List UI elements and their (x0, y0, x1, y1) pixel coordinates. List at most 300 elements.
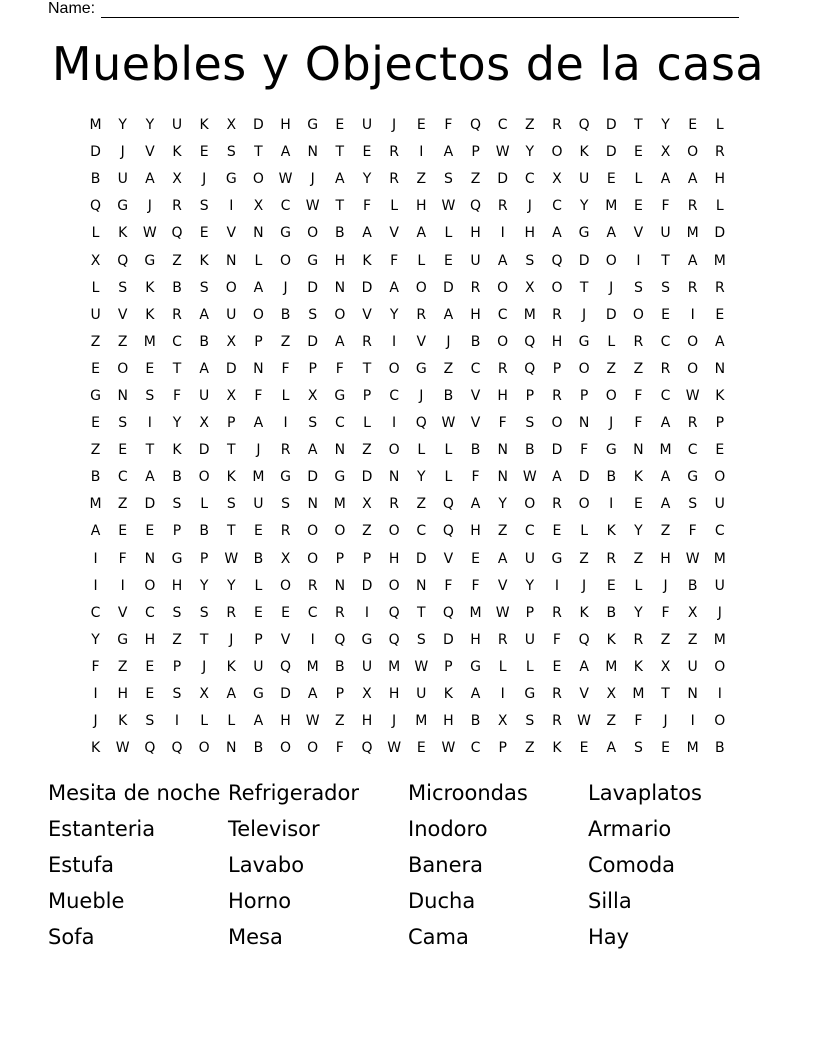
grid-letter: P (362, 550, 372, 567)
grid-letter: V (497, 577, 508, 594)
grid-letter: E (118, 523, 128, 540)
grid-letter: H (551, 333, 563, 350)
grid-letter: O (578, 360, 590, 377)
grid-letter: E (416, 740, 426, 757)
grid-letter: D (605, 144, 617, 161)
grid-letter: S (226, 496, 236, 513)
name-blank-line[interactable] (101, 2, 739, 18)
grid-letter: R (687, 415, 698, 432)
grid-letter: C (660, 387, 671, 404)
grid-letter: W (441, 415, 456, 432)
grid-letter: R (470, 279, 481, 296)
grid-letter: W (387, 740, 402, 757)
grid-letter: S (308, 306, 318, 323)
grid-letter: R (552, 686, 562, 703)
grid-letter: H (660, 550, 671, 567)
grid-letter: W (441, 740, 456, 757)
grid-letter: C (714, 523, 725, 540)
grid-letter: O (280, 577, 292, 594)
grid-letter: Q (524, 333, 536, 350)
grid-letter: K (226, 469, 236, 486)
grid-letter: L (715, 117, 724, 134)
grid-letter: A (687, 252, 698, 269)
grid-letter: J (717, 604, 722, 621)
grid-letter: A (715, 333, 725, 350)
grid-letter: V (470, 415, 481, 432)
grid-letter: F (335, 740, 344, 757)
grid-letter: T (145, 442, 155, 459)
grid-letter: K (118, 225, 128, 242)
grid-letter: N (253, 360, 264, 377)
grid-letter: D (443, 279, 454, 296)
grid-letter: S (308, 415, 318, 432)
grid-letter: M (523, 306, 536, 323)
grid-letter: O (198, 469, 210, 486)
grid-letter: R (226, 604, 237, 621)
grid-letter: F (281, 360, 290, 377)
grid-letter: W (577, 713, 592, 730)
grid-letter: D (578, 469, 590, 486)
grid-letter: H (334, 252, 346, 269)
grid-row (82, 437, 734, 464)
grid-letter: J (582, 306, 587, 323)
grid-letter: F (444, 577, 453, 594)
grid-letter: J (392, 713, 397, 730)
grid-letter: E (552, 658, 562, 675)
grid-letter: B (172, 469, 182, 486)
grid-letter: P (362, 387, 372, 404)
grid-letter: G (578, 225, 590, 242)
grid-letter: G (307, 252, 319, 269)
grid-letter: X (199, 415, 209, 432)
grid-letter: D (605, 306, 617, 323)
word-bank-item: Microondas (408, 781, 528, 806)
grid-letter: Z (579, 550, 589, 567)
grid-letter: Q (470, 198, 482, 215)
grid-letter: B (280, 306, 291, 323)
grid-letter: P (471, 144, 480, 161)
grid-letter: E (145, 523, 155, 540)
grid-letter: F (661, 198, 670, 215)
grid-letter: Q (442, 604, 454, 621)
grid-row (82, 627, 734, 654)
grid-letter: V (443, 550, 454, 567)
grid-letter: B (172, 279, 182, 296)
grid-letter: Y (498, 496, 507, 513)
grid-letter: H (280, 713, 291, 730)
word-bank-item: Estufa (48, 852, 115, 877)
word-bank-item: Inodoro (408, 817, 488, 842)
grid-letter: W (142, 225, 157, 242)
grid-letter: X (226, 333, 237, 350)
grid-letter: A (443, 306, 454, 323)
grid-row (82, 681, 734, 708)
grid-letter: E (552, 523, 562, 540)
grid-letter: V (389, 225, 399, 242)
grid-letter: T (661, 252, 670, 269)
grid-letter: Q (117, 252, 129, 269)
grid-letter: C (497, 306, 508, 323)
grid-letter: N (334, 279, 346, 296)
grid-letter: A (660, 496, 671, 513)
grid-letter: F (552, 631, 561, 648)
grid-letter: M (713, 550, 726, 567)
grid-letter: Z (362, 442, 372, 459)
grid-letter: V (579, 686, 589, 703)
grid-letter: X (362, 686, 372, 703)
grid-letter: N (117, 387, 128, 404)
grid-letter: H (470, 523, 481, 540)
grid-letter: D (307, 333, 319, 350)
grid-letter: L (254, 252, 263, 269)
grid-letter: Z (90, 333, 101, 350)
grid-letter: N (633, 442, 644, 459)
grid-letter: D (415, 550, 427, 567)
grid-letter: T (416, 604, 426, 621)
grid-letter: B (687, 577, 698, 594)
grid-letter: U (171, 117, 183, 134)
grid-letter: H (524, 225, 536, 242)
grid-letter: U (199, 387, 210, 404)
grid-letter: D (225, 360, 237, 377)
grid-letter: T (335, 198, 345, 215)
grid-letter: M (388, 658, 401, 675)
grid-letter: P (552, 360, 562, 377)
grid-letter: U (524, 550, 535, 567)
grid-letter: W (278, 171, 293, 188)
grid-letter: O (551, 415, 563, 432)
grid-letter: P (498, 740, 507, 757)
grid-letter: Y (634, 604, 643, 621)
grid-letter: O (252, 171, 264, 188)
grid-letter: A (335, 333, 345, 350)
grid-letter: C (172, 333, 182, 350)
grid-letter: N (307, 144, 318, 161)
grid-letter: P (227, 415, 236, 432)
grid-letter: V (416, 333, 427, 350)
grid-letter: A (687, 171, 698, 188)
grid-row (82, 735, 734, 762)
grid-letter: K (579, 604, 589, 621)
grid-letter: T (661, 686, 670, 703)
word-bank-item: Armario (588, 817, 672, 842)
word-bank-item: Refrigerador (228, 781, 359, 806)
grid-letter: N (334, 442, 346, 459)
grid-letter: X (525, 279, 535, 296)
grid-letter: V (633, 225, 644, 242)
grid-letter: Y (634, 523, 643, 540)
grid-letter: B (606, 604, 617, 621)
grid-letter: Z (117, 658, 128, 675)
grid-letter: G (361, 631, 373, 648)
grid-letter: X (497, 713, 508, 730)
grid-letter: F (390, 252, 399, 269)
grid-letter: B (90, 171, 101, 188)
grid-letter: B (470, 442, 481, 459)
grid-letter: Q (388, 631, 400, 648)
grid-letter: X (660, 144, 671, 161)
grid-letter: O (605, 387, 617, 404)
grid-letter: A (552, 225, 562, 242)
grid-letter: W (115, 740, 130, 757)
grid-letter: S (118, 279, 128, 296)
grid-letter: C (280, 198, 291, 215)
grid-letter: J (609, 279, 614, 296)
grid-letter: K (633, 469, 643, 486)
grid-letter: U (524, 631, 535, 648)
grid-letter: O (388, 442, 400, 459)
grid-letter: G (605, 442, 617, 459)
grid-letter: R (633, 333, 644, 350)
grid-letter: G (334, 387, 346, 404)
grid-letter: U (470, 252, 481, 269)
grid-letter: S (118, 415, 128, 432)
grid-letter: O (497, 333, 509, 350)
grid-letter: Q (578, 117, 590, 134)
grid-letter: Y (525, 144, 535, 161)
grid-letter: F (118, 550, 127, 567)
grid-letter: I (609, 496, 614, 513)
grid-letter: P (199, 550, 209, 567)
grid-letter: A (226, 686, 237, 703)
grid-letter: K (145, 306, 155, 323)
grid-letter: K (606, 523, 616, 540)
grid-letter: S (172, 496, 182, 513)
grid-letter: A (606, 225, 617, 242)
grid-letter: B (525, 442, 535, 459)
grid-letter: U (416, 686, 427, 703)
word-bank-item: Ducha (408, 888, 476, 913)
grid-letter: O (117, 360, 129, 377)
grid-letter: E (118, 442, 128, 459)
grid-letter: C (144, 604, 155, 621)
grid-letter: C (497, 117, 508, 134)
grid-letter: U (660, 225, 671, 242)
grid-letter: K (443, 686, 453, 703)
grid-letter: M (659, 442, 672, 459)
grid-letter: O (280, 740, 292, 757)
grid-row (82, 247, 734, 274)
grid-letter: L (715, 198, 724, 215)
grid-letter: W (305, 713, 320, 730)
grid-letter: N (226, 740, 237, 757)
grid-letter: D (253, 117, 264, 134)
grid-letter: R (389, 496, 399, 513)
grid-letter: X (90, 252, 101, 269)
grid-letter: G (171, 550, 183, 567)
grid-letter: O (687, 360, 699, 377)
grid-letter: K (362, 252, 372, 269)
grid-letter: Q (415, 415, 427, 432)
grid-letter: D (198, 442, 210, 459)
grid-letter: L (444, 469, 453, 486)
grid-letter: O (307, 740, 319, 757)
grid-letter: T (579, 279, 589, 296)
grid-letter: I (392, 333, 397, 350)
grid-letter: O (388, 577, 400, 594)
grid-letter: L (254, 577, 263, 594)
grid-letter: W (495, 144, 510, 161)
grid-letter: E (715, 306, 725, 323)
grid-letter: Z (280, 333, 291, 350)
word-bank-item: Cama (408, 924, 469, 949)
grid-letter: E (281, 604, 290, 621)
grid-letter: G (334, 469, 346, 486)
grid-letter: Y (145, 117, 155, 134)
grid-letter: Z (335, 713, 345, 730)
word-bank-item: Lavaplatos (588, 781, 702, 806)
grid-letter: D (90, 144, 101, 161)
grid-letter: R (362, 333, 372, 350)
grid-letter: Y (226, 577, 236, 594)
grid-letter: Z (362, 523, 372, 540)
grid-letter: N (497, 442, 508, 459)
grid-letter: N (687, 686, 698, 703)
grid-letter: J (147, 198, 152, 215)
grid-letter: J (229, 631, 234, 648)
grid-letter: J (283, 279, 288, 296)
grid-letter: M (686, 740, 699, 757)
grid-letter: A (470, 686, 481, 703)
grid-letter: Q (144, 740, 156, 757)
grid-letter: C (90, 604, 101, 621)
grid-letter: E (443, 252, 453, 269)
grid-letter: J (202, 171, 207, 188)
grid-letter: F (471, 469, 480, 486)
grid-letter: S (525, 713, 535, 730)
grid-letter: U (117, 171, 128, 188)
grid-letter: O (687, 144, 699, 161)
grid-letter: E (335, 117, 345, 134)
grid-letter: E (606, 577, 616, 594)
grid-letter: M (306, 658, 319, 675)
grid-letter: O (714, 469, 726, 486)
grid-letter: P (525, 604, 535, 621)
grid-letter: N (497, 469, 508, 486)
grid-letter: B (606, 469, 617, 486)
grid-letter: Y (118, 117, 127, 134)
grid-row (82, 275, 734, 302)
grid-letter: I (500, 686, 505, 703)
grid-letter: T (172, 360, 182, 377)
grid-row (82, 166, 734, 193)
grid-letter: R (172, 306, 182, 323)
grid-letter: L (91, 225, 100, 242)
grid-letter: P (579, 387, 589, 404)
grid-letter: G (307, 117, 319, 134)
grid-letter: Z (660, 523, 671, 540)
grid-letter: J (256, 442, 261, 459)
grid-letter: F (661, 604, 670, 621)
grid-letter: T (335, 144, 345, 161)
grid-letter: O (388, 523, 400, 540)
grid-letter: O (714, 658, 726, 675)
grid-letter: J (663, 577, 668, 594)
grid-row (82, 464, 734, 491)
grid-letter: H (497, 387, 508, 404)
grid-letter: C (524, 171, 535, 188)
grid-letter: B (470, 713, 481, 730)
grid-letter: M (333, 496, 346, 513)
word-bank (48, 776, 768, 955)
grid-letter: X (552, 171, 562, 188)
grid-letter: M (713, 631, 726, 648)
grid-letter: O (497, 279, 509, 296)
grid-letter: O (605, 252, 617, 269)
grid-letter: W (441, 198, 456, 215)
grid-letter: S (633, 279, 643, 296)
grid-letter: O (687, 333, 699, 350)
grid-letter: A (253, 713, 264, 730)
grid-letter: E (91, 415, 100, 432)
grid-letter: B (253, 550, 264, 567)
grid-letter: C (389, 387, 399, 404)
word-bank-item: Lavabo (228, 852, 305, 877)
grid-letter: I (717, 686, 722, 703)
grid-letter: Z (606, 713, 617, 730)
grid-letter: F (634, 713, 643, 730)
grid-letter: Y (525, 577, 535, 594)
grid-letter: N (253, 225, 264, 242)
grid-letter: E (633, 496, 643, 513)
grid-letter: M (713, 252, 726, 269)
grid-letter: A (660, 415, 671, 432)
grid-letter: X (226, 387, 237, 404)
grid-letter: J (446, 333, 451, 350)
grid-letter: H (470, 225, 481, 242)
grid-letter: L (91, 279, 100, 296)
grid-letter: J (120, 144, 125, 161)
grid-letter: E (145, 658, 155, 675)
grid-letter: P (335, 686, 345, 703)
grid-letter: X (199, 686, 209, 703)
grid-letter: G (90, 387, 101, 404)
grid-letter: M (469, 604, 482, 621)
grid-letter: F (91, 658, 100, 675)
grid-letter: Y (199, 577, 209, 594)
grid-letter: H (280, 117, 291, 134)
grid-letter: K (172, 442, 182, 459)
grid-letter: O (524, 496, 536, 513)
grid-letter: G (117, 198, 129, 215)
grid-letter: A (199, 360, 209, 377)
grid-letter: E (416, 117, 426, 134)
grid-letter: O (334, 523, 346, 540)
grid-letter: G (280, 469, 291, 486)
grid-letter: I (310, 631, 315, 648)
grid-letter: E (471, 550, 480, 567)
grid-letter: S (172, 604, 182, 621)
grid-letter: A (606, 740, 617, 757)
grid-letter: H (388, 550, 400, 567)
grid-letter: A (416, 225, 427, 242)
grid-letter: K (118, 713, 128, 730)
grid-letter: R (389, 171, 399, 188)
grid-letter: N (307, 496, 318, 513)
grid-letter: A (335, 171, 345, 188)
grid-letter: C (117, 469, 128, 486)
grid-letter: X (362, 496, 372, 513)
grid-letter: Y (389, 306, 399, 323)
grid-letter: N (334, 577, 346, 594)
grid-letter: F (580, 442, 589, 459)
grid-letter: I (93, 686, 98, 703)
grid-letter: B (335, 225, 345, 242)
grid-letter: K (633, 658, 643, 675)
grid-letter: K (145, 279, 155, 296)
grid-letter: E (633, 198, 643, 215)
grid-letter: K (715, 387, 725, 404)
